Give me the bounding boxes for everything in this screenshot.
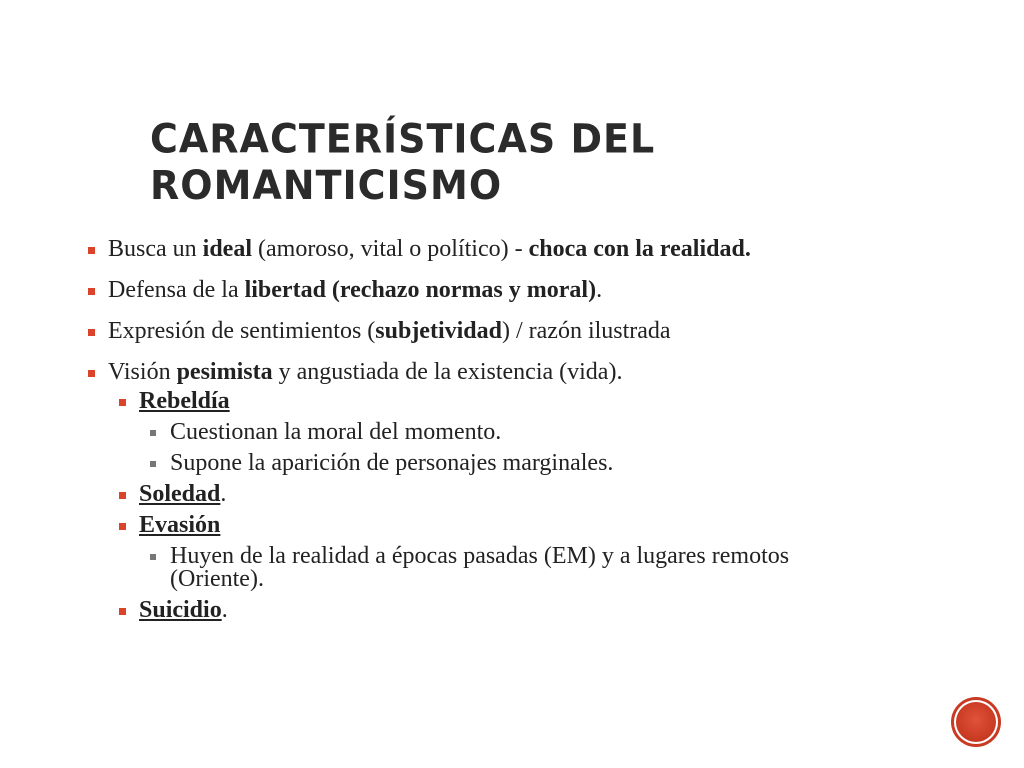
sub-bullet-suicidio (119, 599, 888, 622)
sub-bullet-text: . (221, 597, 228, 623)
sub-sub-bullet (150, 421, 888, 444)
sub-bullet-rebeldia (119, 390, 888, 413)
sub-sub-bullet-text: Cuestionan la moral del momento. (170, 419, 502, 445)
bullet-marker-icon (150, 430, 156, 436)
bullet-text: . (596, 277, 603, 303)
sub-bullet-heading: Evasión (139, 512, 221, 538)
bullet-marker-icon (150, 554, 156, 560)
circle-nav-icon[interactable] (954, 700, 998, 744)
sub-sub-bullet-text: Supone la aparición de personajes marginales. (170, 450, 614, 476)
sub-bullet-evasion (119, 514, 888, 537)
bullet-text: y angustiada de la existencia (vida). (272, 359, 623, 385)
slide-title: CARACTERÍSTICAS DEL ROMANTICISMO (150, 115, 656, 209)
bullet-marker-icon (119, 608, 126, 615)
bullet-marker-icon (119, 492, 126, 499)
bullet-text: Defensa de la (108, 277, 245, 303)
bullet-bold: libertad (rechazo normas y moral) (244, 277, 597, 303)
sub-bullet-heading: Rebeldía (139, 388, 230, 414)
sub-sub-bullet (150, 545, 888, 591)
bullet-marker-icon (88, 288, 95, 295)
sub-bullet-text: . (220, 481, 227, 507)
bullet-marker-icon (88, 329, 95, 336)
sub-bullet-soledad (119, 483, 888, 506)
bullet-bold: ideal (202, 236, 252, 262)
bullet-marker-icon (150, 461, 156, 467)
bullet-marker-icon (119, 399, 126, 406)
bullet-text: Busca un (108, 236, 203, 262)
bullet-bold: choca con la realidad. (528, 236, 751, 262)
bullet-text: Expresión de sentimientos ( (108, 318, 376, 344)
bullet-marker-icon (88, 247, 95, 254)
sub-sub-bullet-text: Huyen de la realidad a épocas pasadas (EM) y a lugares remotos (Oriente). (170, 543, 790, 592)
bullet-bold: subjetividad (375, 318, 502, 344)
bullet-text: Visión (108, 359, 177, 385)
sub-bullet-heading: Suicidio (139, 597, 222, 623)
bullet-text: (amoroso, vital o político) - (252, 236, 529, 262)
bullet-item (88, 361, 888, 384)
bullet-item (88, 279, 888, 302)
bullet-text: ) / razón ilustrada (501, 318, 671, 344)
bullet-bold: pesimista (176, 359, 273, 385)
slide-content (88, 238, 888, 630)
sub-bullet-heading: Soledad (139, 481, 221, 507)
bullet-item (88, 320, 888, 343)
bullet-item (88, 238, 888, 261)
bullet-marker-icon (119, 523, 126, 530)
sub-sub-bullet (150, 452, 888, 475)
bullet-marker-icon (88, 370, 95, 377)
